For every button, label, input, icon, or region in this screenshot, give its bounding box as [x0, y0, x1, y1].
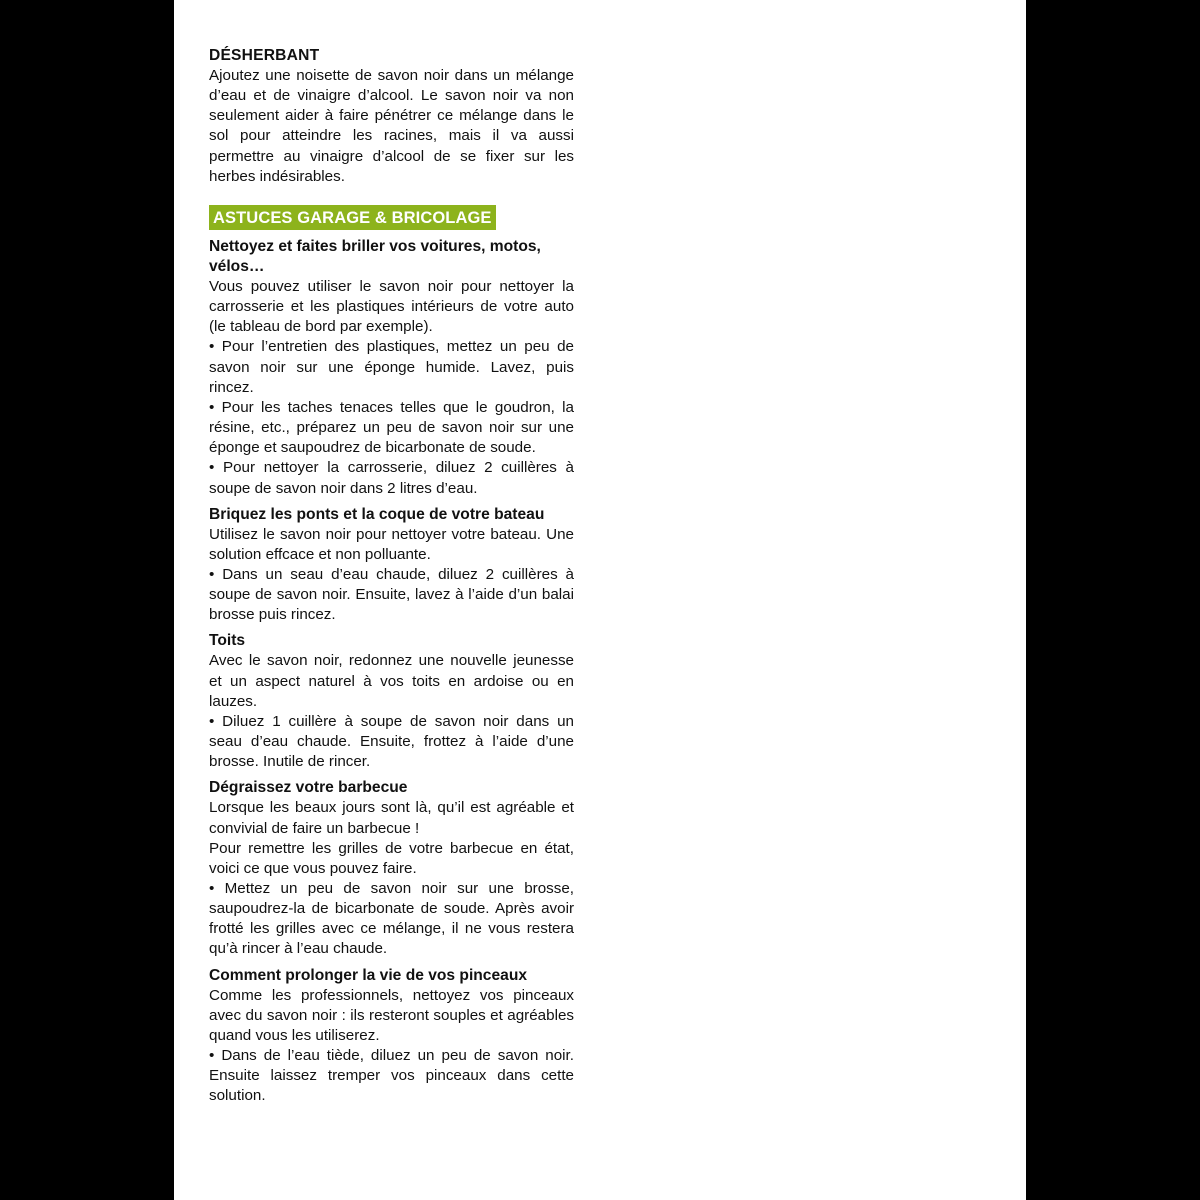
tip-title: Toits — [209, 632, 246, 650]
tip-block-vehicles — [209, 237, 574, 499]
desherbant-paragraph: Ajoutez une noisette de savon noir dans un mélange d’eau et de vinaigre d’alcool. Le savon noir va non seulement aider à faire pénétrer ce mélange dans le sol pour atteindre les racines, mais il va aussi permettre au vinaigre d’alcool de se fixer sur les herbes indésirables. — [209, 67, 574, 185]
tip-paragraph: • Diluez 1 cuillère à soupe de savon noir dans un seau d’eau chaude. Ensuite, frottez à l’aide d’une brosse. Inutile de rincer. — [209, 712, 574, 771]
tip-block-boat — [209, 505, 574, 626]
tip-paragraph: Pour remettre les grilles de votre barbecue en état, voici ce que vous pouvez faire. — [209, 839, 574, 877]
tip-block-roofs — [209, 631, 574, 772]
tips-list — [209, 237, 574, 1107]
tip-paragraph: • Pour l’entretien des plastiques, mettez un peu de savon noir sur une éponge humide. Lavez, puis rincez. — [209, 338, 574, 396]
tip-block-brushes — [209, 966, 574, 1107]
document-page — [174, 0, 1026, 1200]
tip-paragraph: • Dans un seau d’eau chaude, diluez 2 cuillères à soupe de savon noir. Ensuite, lavez à l’aide d’un balai brosse puis rincez. — [209, 565, 574, 624]
tip-paragraph: Vous pouvez utiliser le savon noir pour nettoyer la carrosserie et les plastiques intérieurs de votre auto (le tableau de bord par exemple). — [209, 277, 574, 336]
tip-paragraph: • Dans de l’eau tiède, diluez un peu de savon noir. Ensuite laissez tremper vos pinceaux dans cette solution. — [209, 1047, 574, 1105]
tip-title: Nettoyez et faites briller vos voitures, motos, vélos… — [209, 237, 541, 275]
tip-paragraph: Comme les professionnels, nettoyez vos pinceaux avec du savon noir : ils resteront souples et agréables quand vous les utiliserez. — [209, 986, 574, 1044]
tip-title: Dégraissez votre barbecue — [209, 779, 408, 797]
tip-paragraph: • Mettez un peu de savon noir sur une brosse, saupoudrez-la de bicarbonate de soude. Après avoir frotté les grilles avec ce mélange, il ne vous restera qu’à rincer à l’eau chaude. — [209, 880, 574, 958]
tip-paragraph: Utilisez le savon noir pour nettoyer votre bateau. Une solution effcace et non polluante. — [209, 525, 574, 563]
tip-paragraph: • Pour les taches tenaces telles que le goudron, la résine, etc., préparez un peu de savon noir sur une éponge et saupoudrez de bicarbonate de soude. — [209, 398, 574, 457]
tip-paragraph: • Pour nettoyer la carrosserie, diluez 2 cuillères à soupe de savon noir dans 2 litres d’eau. — [209, 459, 574, 497]
tip-paragraph: Lorsque les beaux jours sont là, qu’il est agréable et convivial de faire un barbecue ! — [209, 799, 574, 837]
section-banner: ASTUCES GARAGE & BRICOLAGE — [209, 205, 496, 230]
tip-title: Comment prolonger la vie de vos pinceaux — [209, 966, 528, 984]
tip-paragraph: Avec le savon noir, redonnez une nouvelle jeunesse et un aspect naturel à vos toits en ardoise ou en lauzes. — [209, 652, 574, 710]
desherbant-title: DÉSHERBANT — [209, 47, 320, 64]
tip-block-barbecue — [209, 778, 574, 959]
desherbant-block — [209, 46, 574, 187]
tip-title: Briquez les ponts et la coque de votre bateau — [209, 505, 545, 523]
text-column — [209, 46, 574, 1107]
